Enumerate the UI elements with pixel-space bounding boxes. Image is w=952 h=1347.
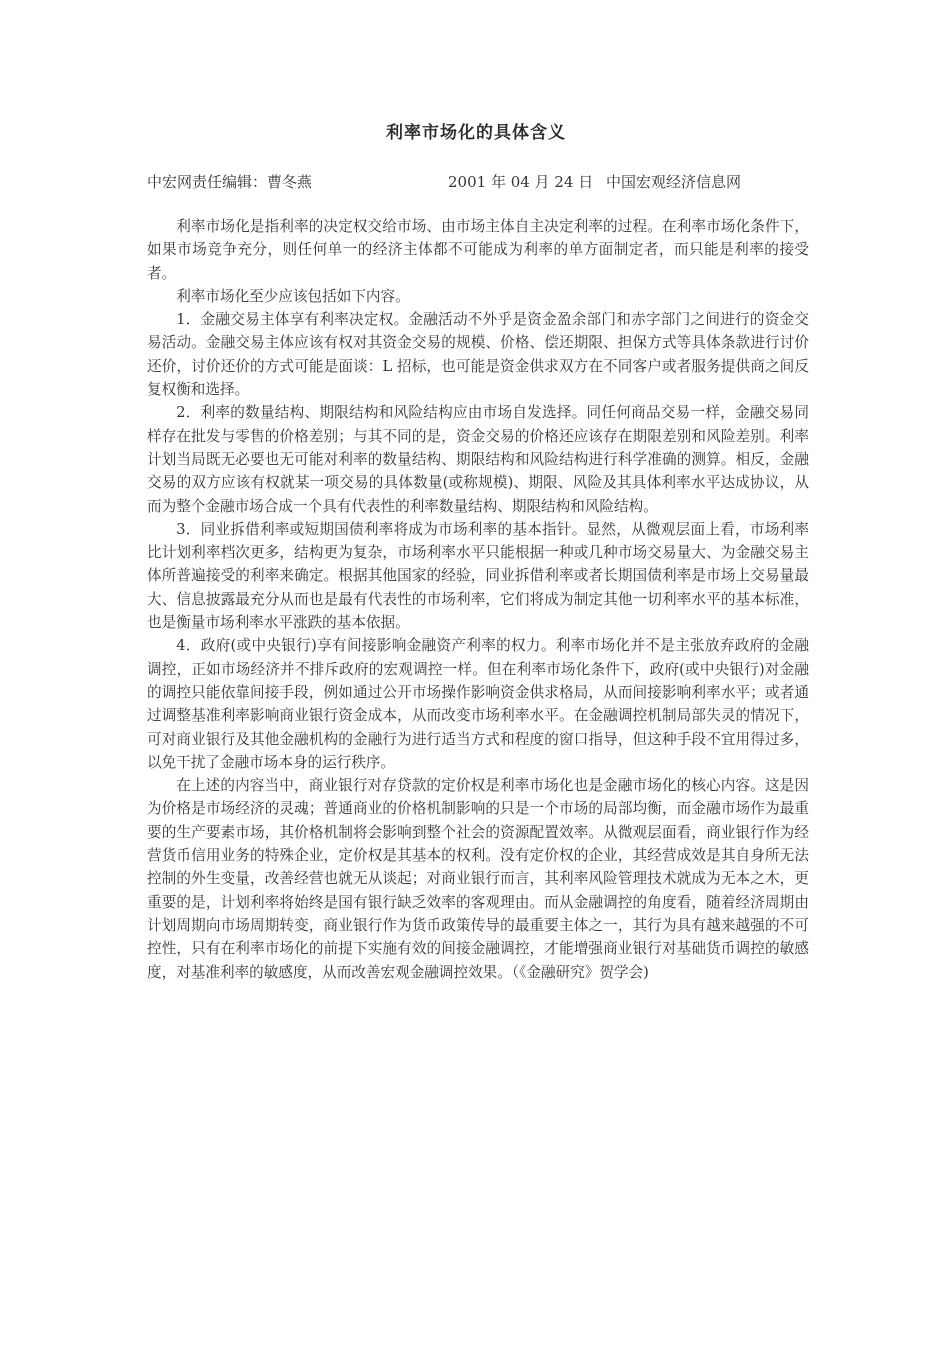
paragraph-item-2: 2．利率的数量结构、期限结构和风险结构应由市场自发选择。同任何商品交易一样，金融交易同样存在批发与零售的价格差别；与其不同的是，资金交易的价格还应该存在期限差别和风险差别。利率计划当局既无必要也无可能对利率的数量结构、期限结构和风险结构进行科学准确的测算。相反，金融交易的双方应该有权就某一项交易的具体数量(或称规模)、期限、风险及其具体利率水平达成协议，从而为整个金融市场合成一个具有代表性的利率数量结构、期限结构和风险结构。 (147, 404, 809, 515)
document-body (147, 215, 809, 984)
meta-date: 2001 年 04 月 24 日 (448, 173, 594, 191)
paragraph-conclusion: 在上述的内容当中，商业银行对存贷款的定价权是利率市场化也是金融市场化的核心内容。这是因为价格是市场经济的灵魂；普通商业的价格机制影响的只是一个市场的局部均衡，而金融市场作为最重要的生产要素市场，其价格机制将会影响到整个社会的资源配置效率。从微观层面看，商业银行作为经营货币信用业务的特殊企业，定价权是其基本的权利。没有定价权的企业，其经营成效是其自身所无法控制的外生变量，改善经营也就无从谈起；对商业银行而言，其利率风险管理技术就成为无本之木，更重要的是，计划利率将始终是国有银行缺乏效率的客观理由。而从金融调控的角度看，随着经济周期由计划周期向市场周期转变，商业银行作为货币政策传导的最重要主体之一，其行为具有越来越强的不可控性，只有在利率市场化的前提下实施有效的间接金融调控，才能增强商业银行对基础货币调控的敏感度，对基准利率的敏感度，从而改善宏观金融调控效果。（《金融研究》贺学会) (147, 777, 809, 981)
paragraph-lead: 利率市场化至少应该包括如下内容。 (176, 287, 410, 305)
meta-editor: 中宏网责任编辑：曹冬燕 (147, 173, 313, 191)
paragraph-item-4: 4．政府(或中央银行)享有间接影响金融资产利率的权力。利率市场化并不是主张放弃政府的金融调控，正如市场经济并不排斥政府的宏观调控一样。但在利率市场化条件下，政府(或中央银行)对金融的调控只能依靠间接手段，例如通过公开市场操作影响资金供求格局，从而间接影响利率水平；或者通过调整基准利率影响商业银行资金成本，从而改变市场利率水平。在金融调控机制局部失灵的情况下，可对商业银行及其他金融机构的金融行为进行适当方式和程度的窗口指导，但这种手段不宜用得过多，以免干扰了金融市场本身的运行秩序。 (147, 637, 809, 771)
paragraph-item-3: 3．同业拆借利率或短期国债利率将成为市场利率的基本指针。显然，从微观层面上看，市场利率比计划利率档次更多，结构更为复杂，市场利率水平只能根据一种或几种市场交易量大、为金融交易主体所普遍接受的利率来确定。根据其他国家的经验，同业拆借利率或者长期国债利率是市场上交易量最大、信息披露最充分从而也是最有代表性的市场利率，它们将成为制定其他一切利率水平的基本标准，也是衡量市场利率水平涨跌的基本依据。 (147, 520, 809, 632)
paragraph-item-1: 1．金融交易主体享有利率决定权。金融活动不外乎是资金盈余部门和赤字部门之间进行的资金交易活动。金融交易主体应该有权对其资金交易的规模、价格、偿还期限、担保方式等具体条款进行讨价还价，讨价还价的方式可能是面谈：L 招标，也可能是资金供求双方在不同客户或者服务提供商之间反复权衡和选择。 (147, 311, 809, 399)
paragraph-intro: 利率市场化是指利率的决定权交给市场、由市场主体自主决定利率的过程。在利率市场化条件下，如果市场竞争充分，则任何单一的经济主体都不可能成为利率的单方面制定者，而只能是利率的接受者。 (147, 218, 809, 282)
document-title: 利率市场化的具体含义 (386, 123, 566, 143)
meta-source: 中国宏观经济信息网 (606, 173, 742, 191)
